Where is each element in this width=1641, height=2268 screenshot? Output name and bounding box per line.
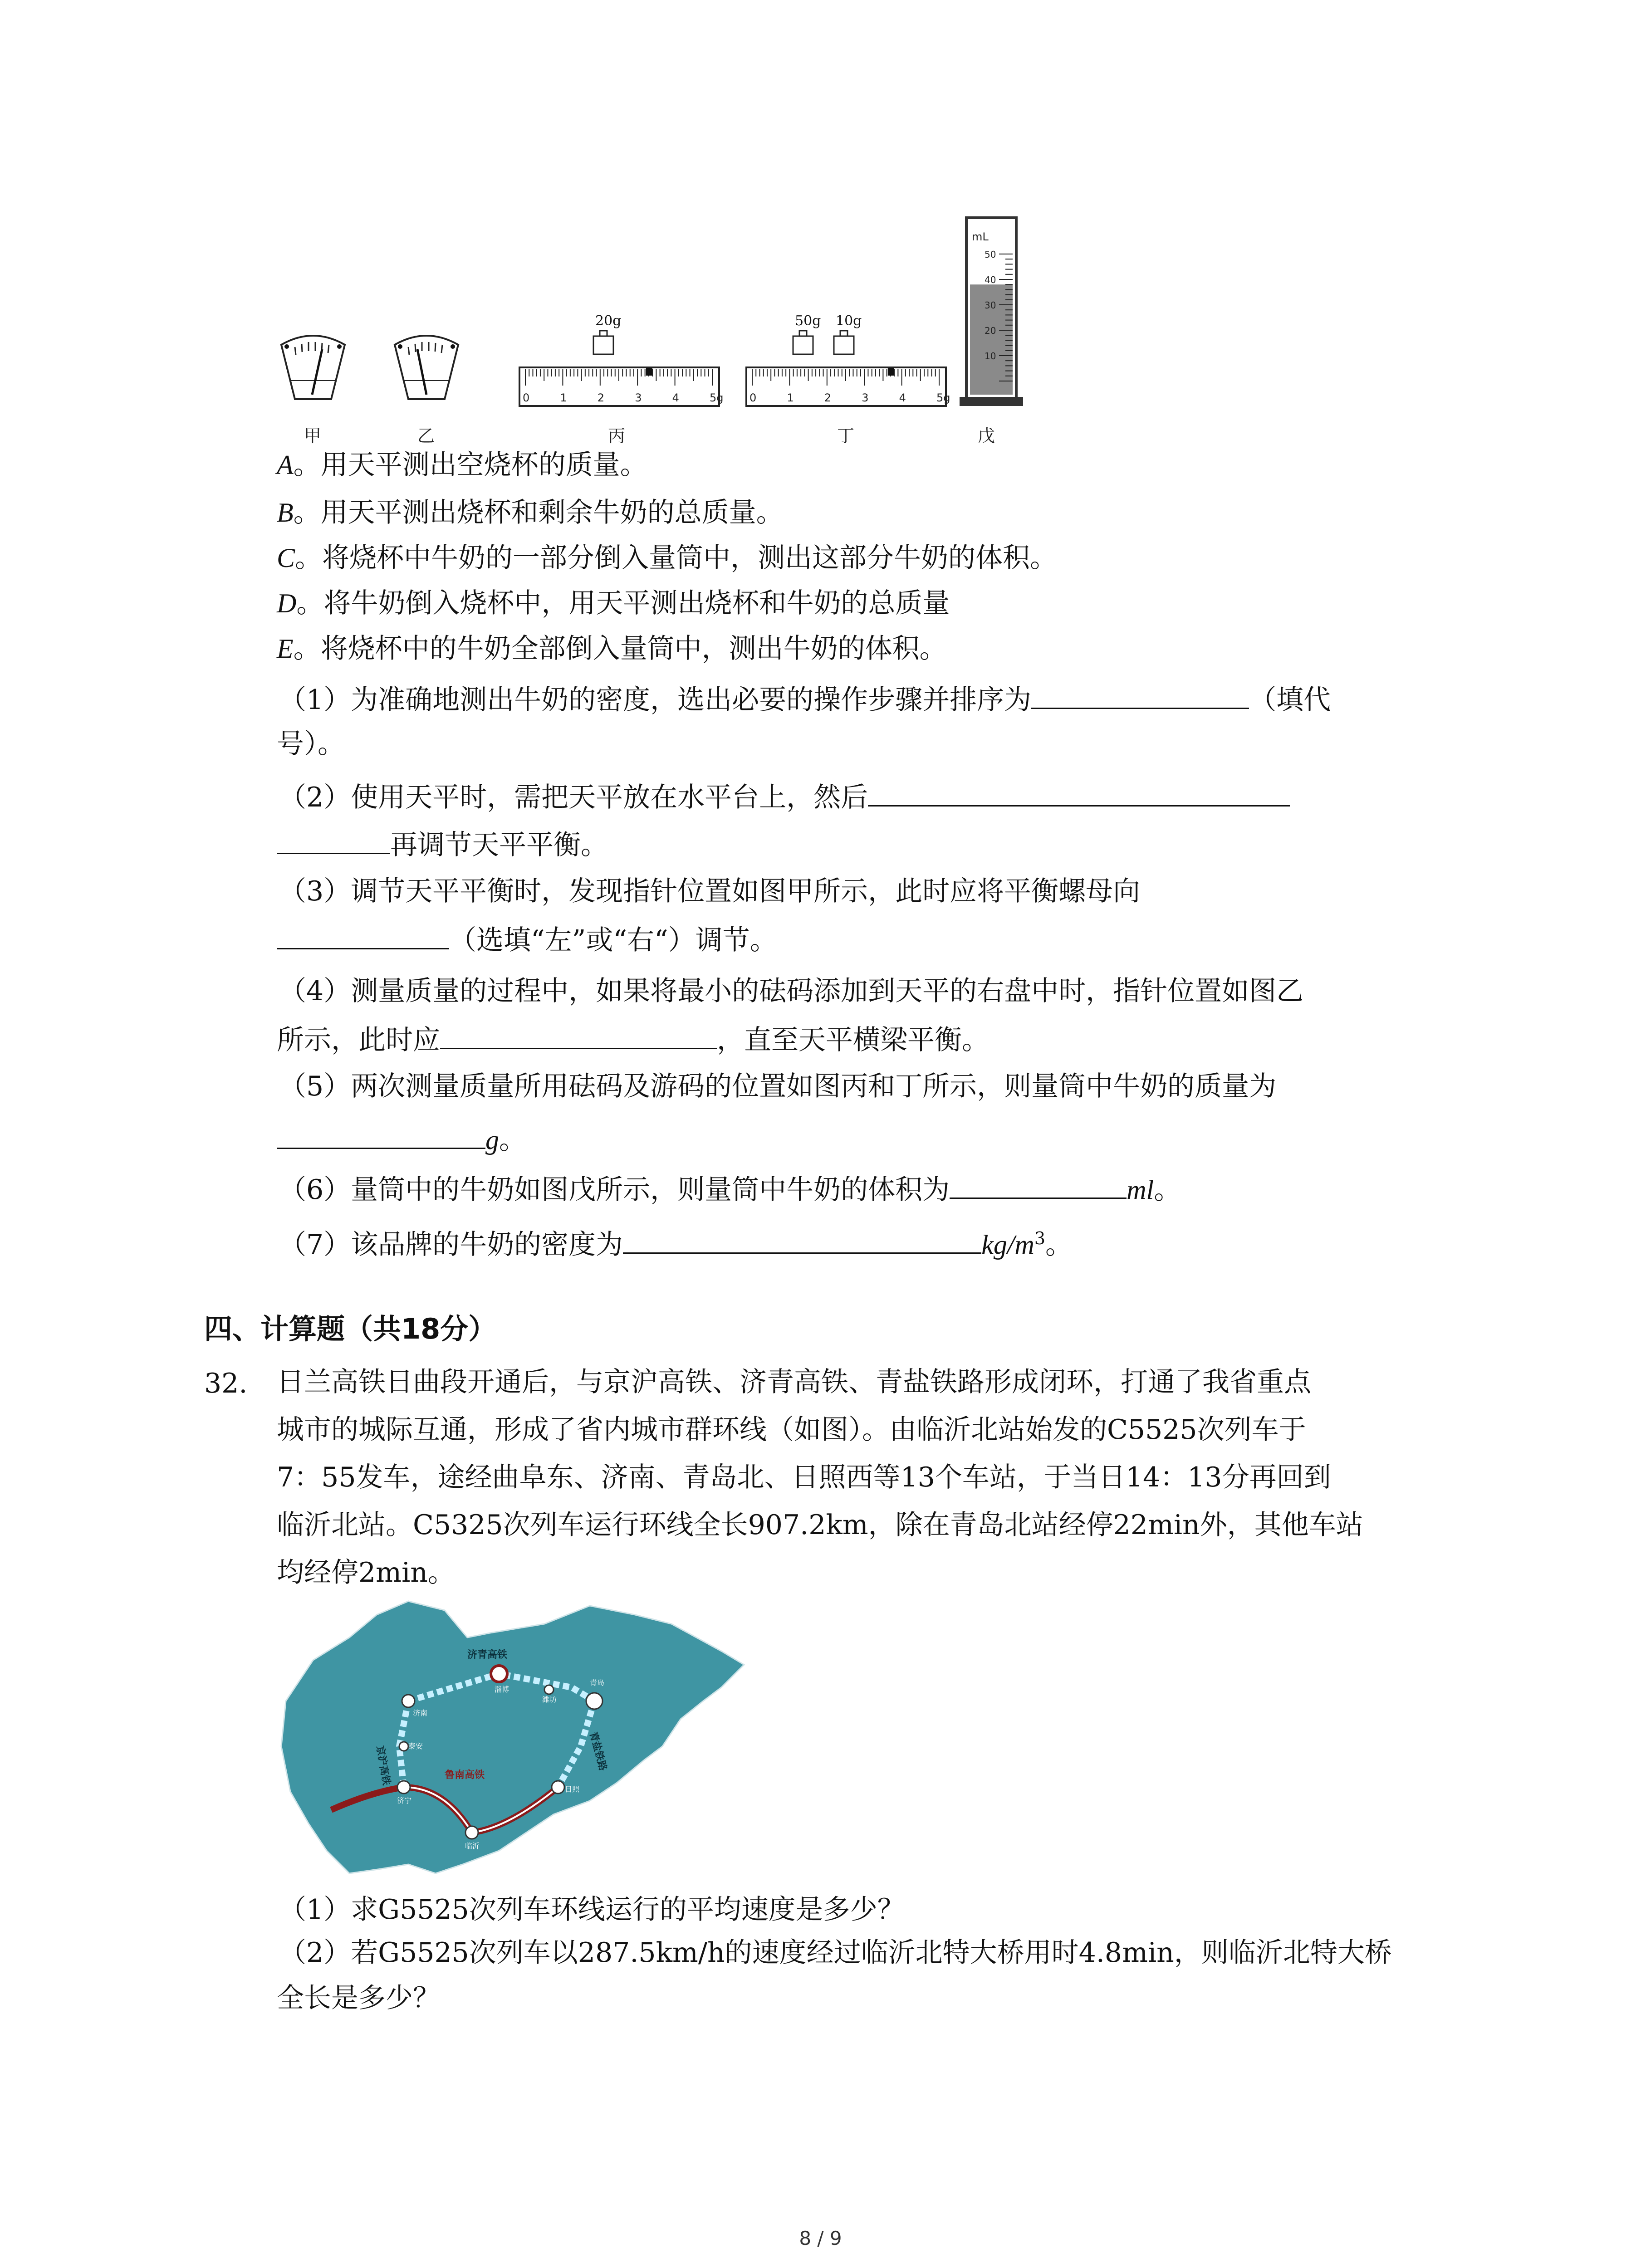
svg-text:淄博: 淄博 <box>495 1685 509 1694</box>
shandong-rail-loop-map <box>272 1597 749 1878</box>
step-c: C。将烧杯中牛奶的一部分倒入量筒中，测出这部分牛奶的体积。 <box>277 542 1058 574</box>
step-e: E。将烧杯中的牛奶全部倒入量筒中，测出牛奶的体积。 <box>277 633 947 665</box>
label-qingyan: 青盐铁路 <box>587 1730 609 1772</box>
svg-text:济宁: 济宁 <box>397 1796 412 1805</box>
scale-tick-label: 3 <box>635 391 642 404</box>
question-32-number: 32. <box>204 1368 248 1399</box>
svg-text:日照: 日照 <box>565 1785 580 1794</box>
cylinder-base <box>960 397 1023 406</box>
figure-label-ding: 丁 <box>837 426 855 446</box>
figure-label-jia: 甲 <box>304 426 322 446</box>
station-jinan <box>402 1695 415 1707</box>
scale-tick-label: 4 <box>899 391 906 404</box>
station-rizhao <box>552 1781 564 1794</box>
answer-blank-5[interactable] <box>277 1120 485 1149</box>
figure-yi-pointer-dial <box>390 327 463 408</box>
question-4-cont: 所示，此时应 ，直至天平横梁平衡。 <box>277 1021 989 1058</box>
label-jinghu: 京沪高铁 <box>374 1745 392 1786</box>
cylinder-tick-label: 30 <box>985 300 996 311</box>
station-linyi <box>465 1826 478 1839</box>
svg-text:临沂: 临沂 <box>465 1842 480 1850</box>
scale-tick-label: 2 <box>824 391 832 404</box>
station-qingdao <box>586 1693 603 1709</box>
answer-blank-6[interactable] <box>950 1170 1127 1199</box>
question-4: （4）测量质量的过程中，如果将最小的砝码添加到天平的右盘中时，指针位置如图乙 <box>279 975 1304 1007</box>
cylinder-unit: mL <box>972 230 989 243</box>
step-a: A。用天平测出空烧杯的质量。 <box>277 449 647 481</box>
answer-blank-7[interactable] <box>623 1225 981 1254</box>
scale-tick-label: 0 <box>523 391 530 404</box>
svg-text:青岛: 青岛 <box>590 1678 605 1687</box>
answer-blank-2b[interactable] <box>277 826 390 854</box>
figure-label-yi: 乙 <box>417 426 435 446</box>
question-2-cont: 再调节天平平衡。 <box>277 826 608 863</box>
question-1-cont: 号）。 <box>277 728 345 760</box>
section-heading: 四、计算题（共18分） <box>204 1312 497 1345</box>
scale-tick-label: 5g <box>710 391 724 404</box>
scale-tick-label: 1 <box>787 391 794 404</box>
cylinder-tick-label: 50 <box>985 249 996 260</box>
label-jiqing: 济青高铁 <box>467 1649 508 1661</box>
question-6: （6）量筒中的牛奶如图戊所示，则量筒中牛奶的体积为 ml。 <box>279 1170 1181 1208</box>
question-32-2: （2）若G5525次列车以287.5km/h的速度经过临沂北特大桥用时4.8min，则临沂北特大桥 <box>279 1937 1392 1969</box>
weight-label: 50g <box>795 313 821 329</box>
weight-label: 10g <box>836 313 862 329</box>
weight-knob <box>840 331 847 336</box>
cylinder-tick-label: 20 <box>985 325 996 336</box>
answer-blank-1[interactable] <box>1031 680 1249 709</box>
step-b: B。用天平测出烧杯和剩余牛奶的总质量。 <box>277 497 784 528</box>
svg-text:潍坊: 潍坊 <box>542 1695 557 1704</box>
label-lunan: 鲁南高铁 <box>445 1769 485 1781</box>
rider-marker <box>646 368 652 376</box>
question-3: （3）调节天平平衡时，发现指针位置如图甲所示，此时应将平衡螺母向 <box>279 875 1141 907</box>
scale-tick-label: 1 <box>560 391 567 404</box>
question-3-cont: （选填“左”或“右“）调节。 <box>277 921 777 958</box>
station-jining <box>397 1781 410 1794</box>
svg-text:济南: 济南 <box>413 1709 428 1717</box>
question-32-1: （1）求G5525次列车环线运行的平均速度是多少？ <box>279 1894 905 1926</box>
question-5-cont: g。 <box>277 1120 526 1158</box>
question-32-2-cont: 全长是多少？ <box>277 1982 440 2014</box>
scale-tick-label: 0 <box>749 391 757 404</box>
weight-block <box>793 336 813 354</box>
question-32-text: 日兰高铁日曲段开通后，与京沪高铁、济青高铁、青盐铁路形成闭环，打通了我省重点 城市的城际互通，形成了省内城市群环线（如图）。由临沂北站始发的C5525次列车于 7：55发车，途经曲阜东、济南、青岛北、日照西等13个车站，于当日14：13分再回到 临沂北站。C5325次列车运行环线全长907.2km，除在青岛北站经停22min外，其他车站 均经停2min。 <box>277 1366 1363 1589</box>
question-5: （5）两次测量质量所用砝码及游码的位置如图丙和丁所示，则量筒中牛奶的质量为 <box>279 1070 1277 1102</box>
station-taian <box>399 1742 408 1751</box>
answer-blank-2[interactable] <box>868 778 1290 807</box>
instrument-figures <box>277 213 1048 449</box>
rider-marker <box>888 368 894 376</box>
province-outline <box>281 1601 744 1873</box>
answer-blank-3[interactable] <box>277 921 449 949</box>
step-d: D。将牛奶倒入烧杯中，用天平测出烧杯和牛奶的总质量 <box>277 587 950 619</box>
figure-ding-rider-scale <box>744 272 948 408</box>
question-1: （1）为准确地测出牛奶的密度，选出必要的操作步骤并排序为 （填代 <box>279 680 1331 718</box>
weight-knob <box>600 331 607 336</box>
scale-tick-label: 5g <box>936 391 950 404</box>
page-number: 8 / 9 <box>799 2227 842 2249</box>
weight-knob <box>799 331 807 336</box>
figure-label-bing: 丙 <box>608 426 626 446</box>
answer-blank-4[interactable] <box>440 1021 717 1049</box>
cylinder-tick-label: 40 <box>985 274 996 285</box>
question-2: （2）使用天平时，需把天平放在水平台上，然后 <box>279 778 1290 816</box>
cylinder-tick-label: 10 <box>985 351 996 362</box>
weight-block <box>593 336 613 354</box>
question-7: （7）该品牌的牛奶的密度为 $kg/m^3$。 <box>279 1220 1073 1263</box>
svg-text:泰安: 泰安 <box>408 1742 423 1750</box>
weight-label: 20g <box>595 313 622 329</box>
station-weifang <box>544 1685 554 1694</box>
scale-tick-label: 3 <box>862 391 869 404</box>
figure-label-wu: 戊 <box>978 426 995 446</box>
station-zibo <box>491 1666 507 1682</box>
scale-tick-label: 2 <box>597 391 605 404</box>
figure-jia-pointer-dial <box>277 327 349 408</box>
figure-bing-rider-scale <box>517 290 724 408</box>
weight-block <box>834 336 854 354</box>
scale-tick-label: 4 <box>672 391 679 404</box>
figure-wu-graduated-cylinder <box>957 213 1025 408</box>
